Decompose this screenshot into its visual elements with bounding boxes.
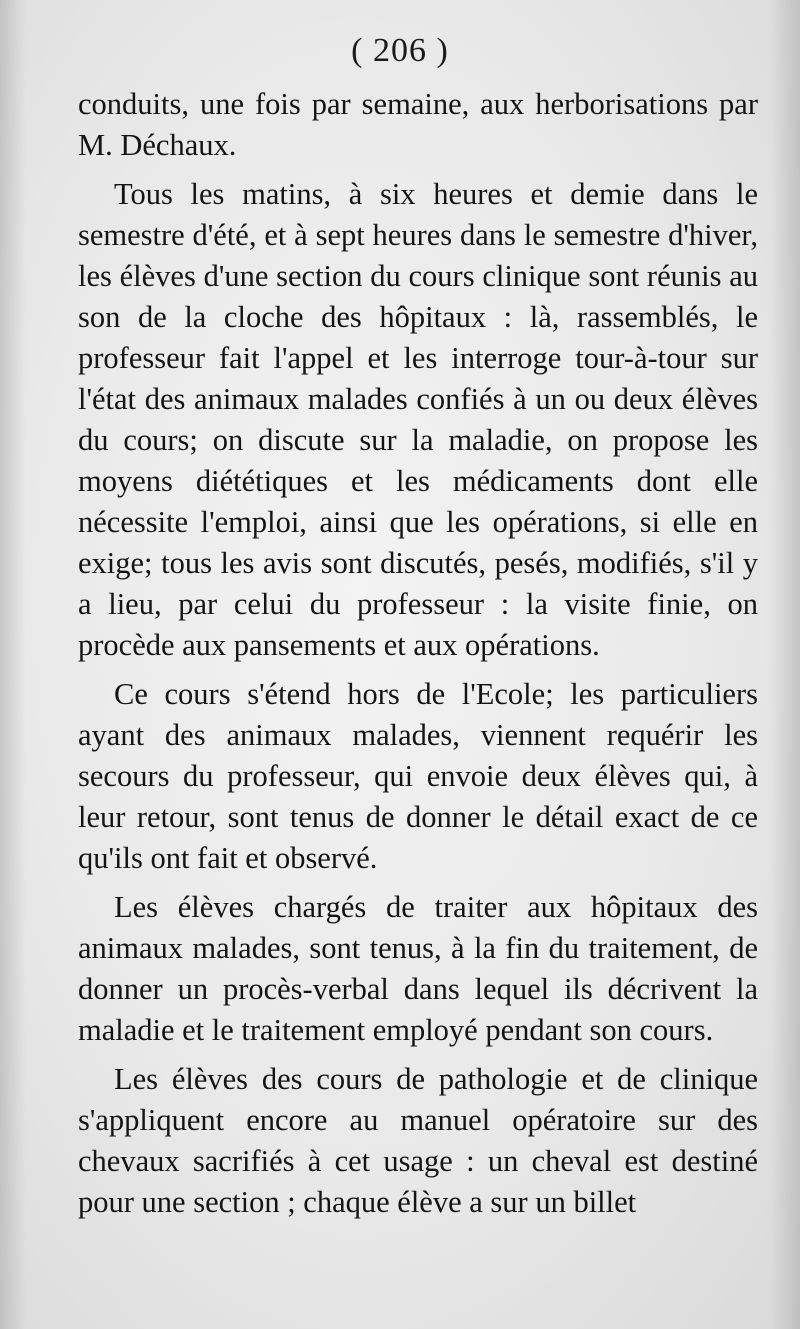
paragraph-surgical-practice: Les élèves des cours de pathologie et de clinique s'appliquent encore au manuel opératoire sur des chevaux sacrifiés à cet usage : un cheval est destiné pour une section ; chaque élève a sur un billet xyxy=(78,1062,758,1219)
paragraph-treatment-report: Les élèves chargés de traiter aux hôpitaux des animaux malades, sont tenus, à la fin du traitement, de donner un procès-verbal dans lequel ils décrivent la maladie et le traitement employé pendant son cours. xyxy=(78,890,758,1047)
paragraph-morning-rounds: Tous les matins, à six heures et demie dans le semestre d'été, et à sept heures dans le semestre d'hiver, les élèves d'une section du cours clinique sont réunis au son de la cloche des hôpitaux : là, rassemblés, le professeur fait l'appel et les interroge tour-à-tour sur l'état des animaux malades confiés à un ou deux élèves du cours; on discute sur la maladie, on propose les moyens diététiques et les médicaments dont elle nécessite l'emploi, ainsi que les opérations, si elle en exige; tous les avis sont discutés, pesés, modifiés, s'il y a lieu, par celui du professeur : la visite finie, on procède aux pansements et aux opérations. xyxy=(78,177,758,662)
paragraph-continuation: conduits, une fois par semaine, aux herborisations par M. Déchaux. xyxy=(78,87,758,162)
page-shadow-right xyxy=(770,0,800,1329)
page-shadow-left xyxy=(0,0,26,1329)
page-number: ( 206 ) xyxy=(351,32,449,69)
body-text xyxy=(78,84,758,1231)
paragraph-outside-course: Ce cours s'étend hors de l'Ecole; les particuliers ayant des animaux malades, viennent requérir les secours du professeur, qui envoie deux élèves qui, à leur retour, sont tenus de donner le détail exact de ce qu'ils ont fait et observé. xyxy=(78,677,758,875)
